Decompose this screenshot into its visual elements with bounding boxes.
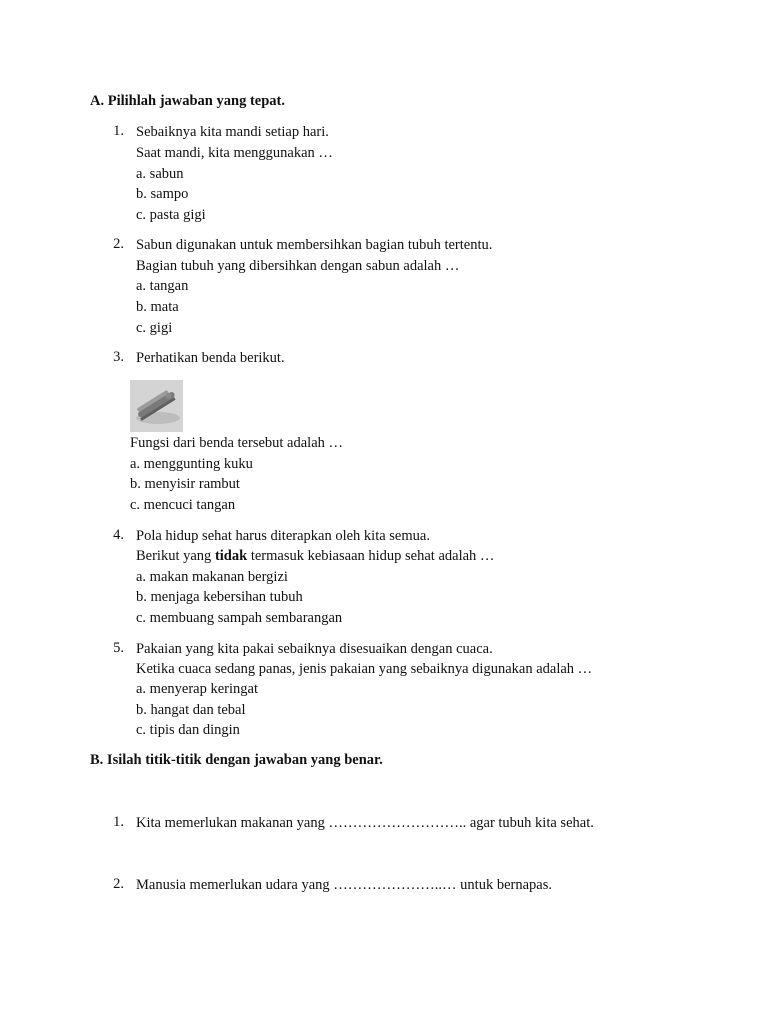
answer-option: b. mata	[136, 299, 179, 315]
question-number: 2.	[113, 236, 124, 252]
question-number: 2.	[113, 876, 124, 892]
answer-option: c. membuang sampah sembarangan	[136, 610, 343, 626]
question-text	[136, 546, 494, 567]
answer-option: b. menyisir rambut	[130, 476, 240, 492]
answer-option: a. makan makanan bergizi	[136, 569, 288, 585]
question-text: Fungsi dari benda tersebut adalah …	[130, 435, 344, 451]
question-number: 3.	[113, 349, 124, 365]
question-number: 1.	[113, 814, 124, 830]
answer-option: a. menyerap keringat	[136, 681, 258, 697]
answer-option: b. menjaga kebersihan tubuh	[136, 589, 303, 605]
question-number: 1.	[113, 123, 124, 139]
answer-option: c. tipis dan dingin	[136, 722, 240, 738]
question-text: Sabun digunakan untuk membersihkan bagian tubuh tertentu.	[136, 237, 493, 253]
question-number: 5.	[113, 640, 124, 656]
question-text: Perhatikan benda berikut.	[136, 350, 285, 366]
question-text: Pola hidup sehat harus diterapkan oleh kita semua.	[136, 528, 430, 544]
emphasis-word: tidak	[214, 548, 248, 564]
question-text-part: Berikut yang	[136, 548, 215, 564]
section-a-title: A. Pilihlah jawaban yang tepat.	[90, 93, 285, 109]
answer-option: c. pasta gigi	[136, 207, 206, 223]
fill-in-question: Manusia memerlukan udara yang …………………..… untuk bernapas.	[136, 877, 552, 893]
answer-option: a. sabun	[136, 166, 184, 182]
question-number: 4.	[113, 527, 124, 543]
question-text: Pakaian yang kita pakai sebaiknya disesuaikan dengan cuaca.	[136, 641, 493, 657]
question-text-part: termasuk kebiasaan hidup sehat adalah …	[247, 548, 495, 564]
answer-option: a. menggunting kuku	[130, 456, 253, 472]
answer-option: a. tangan	[136, 278, 189, 294]
answer-option: b. sampo	[136, 186, 189, 202]
nail-clipper-photo	[130, 380, 183, 432]
question-text: Saat mandi, kita menggunakan …	[136, 145, 333, 161]
question-text: Ketika cuaca sedang panas, jenis pakaian yang sebaiknya digunakan adalah …	[136, 661, 593, 677]
question-text: Sebaiknya kita mandi setiap hari.	[136, 124, 329, 140]
question-text: Bagian tubuh yang dibersihkan dengan sabun adalah …	[136, 258, 460, 274]
answer-option: b. hangat dan tebal	[136, 702, 246, 718]
fill-in-question: Kita memerlukan makanan yang ……………………….. agar tubuh kita sehat.	[136, 815, 594, 831]
answer-option: c. mencuci tangan	[130, 497, 236, 513]
section-b-title: B. Isilah titik-titik dengan jawaban yang benar.	[90, 752, 383, 768]
answer-option: c. gigi	[136, 320, 173, 336]
